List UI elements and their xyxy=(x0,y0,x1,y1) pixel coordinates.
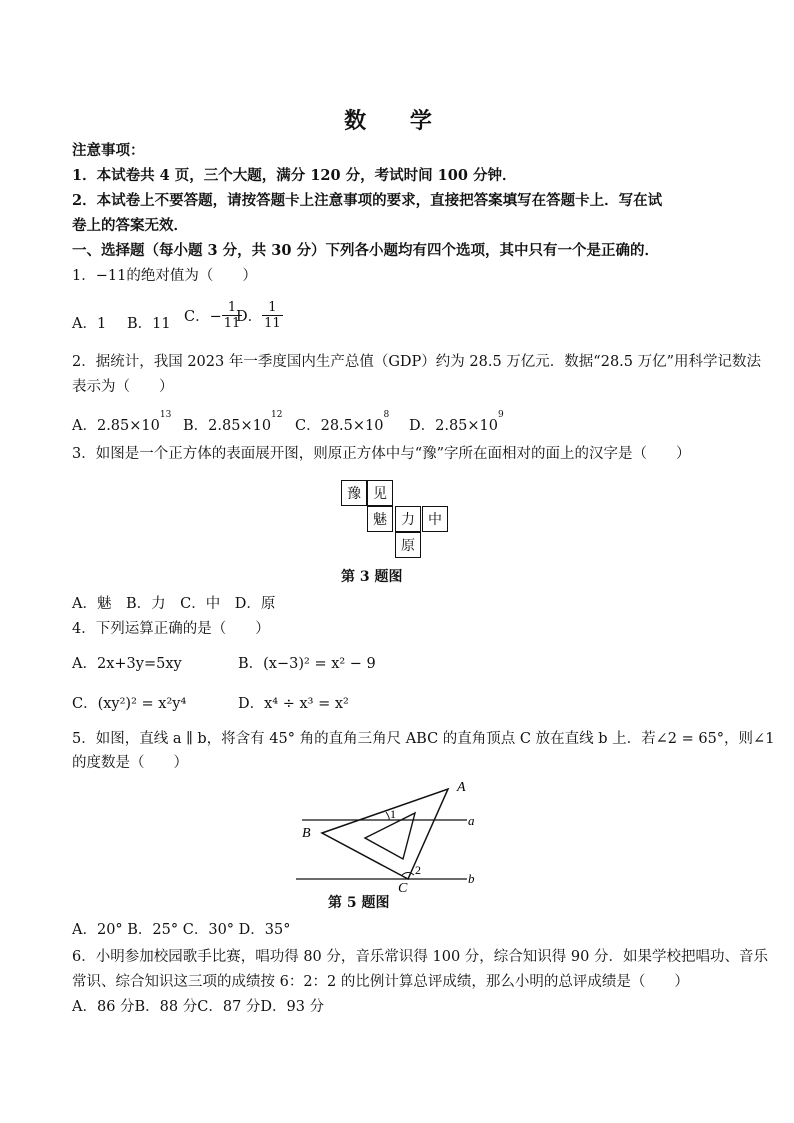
net-cell-li: 力 xyxy=(395,506,421,532)
q6-stem-line1: 6．小明参加校园歌手比赛，唱功得 80 分，音乐常识得 100 分，综合知识得 90 分．如果学校把唱功、音乐 xyxy=(72,949,768,965)
q2-option-b: B．$2.85\times 10^{12}$ xyxy=(183,410,283,434)
section-heading: 一、选择题（每小题 3 分，共 30 分）下列各小题均有四个选项，其中只有一个是正确的． xyxy=(72,242,659,259)
q1-stem: 1．−11的绝对值为（ ） xyxy=(72,268,257,284)
net-cell-jian: 见 xyxy=(367,480,393,506)
q1-option-c: C．− $\frac{1}{11}$ xyxy=(184,300,241,331)
notice-item-3: 卷上的答案无效． xyxy=(72,217,188,234)
q5-options: A．20° B．25° C．30° D．35° xyxy=(72,922,291,938)
q4-option-b: B．(x−3)² = x² − 9 xyxy=(238,656,376,672)
q5-triangle-figure xyxy=(290,775,490,895)
angle-1-arc xyxy=(386,812,389,820)
q1-option-d: D． $\frac{1}{11}$ xyxy=(236,300,281,331)
q1-option-b: B．11 xyxy=(127,316,171,332)
net-cell-yuan: 原 xyxy=(395,532,421,558)
q2-stem-line1: 2．据统计，我国 2023 年一季度国内生产总值（GDP）约为 28.5 万亿元．数据“28.5 万亿”用科学记数法 xyxy=(72,354,762,370)
q4-option-d: D．x⁴ ÷ x³ = x² xyxy=(238,696,349,712)
q2-stem-line2: 表示为（ ） xyxy=(72,379,174,395)
page-title: 数 学 xyxy=(344,108,450,134)
q4-option-c: C．(xy²)² = x²y⁴ xyxy=(72,696,187,712)
label-a: a xyxy=(468,813,475,828)
q2-option-a: A．$2.85\times 10^{13}$ xyxy=(72,410,172,434)
q5-figure-caption: 第 5 题图 xyxy=(328,895,390,911)
q4-stem: 4．下列运算正确的是（ ） xyxy=(72,621,270,637)
q3-options: A．魅 B．力 C．中 D．原 xyxy=(72,596,276,612)
q2-option-d: D．$2.85\times 10^9$ xyxy=(409,410,504,434)
q1-option-a: A．1 xyxy=(72,316,107,332)
net-cell-yu: 豫 xyxy=(341,480,367,506)
q6-options: A．86 分B．88 分C．87 分D．93 分 xyxy=(72,999,325,1015)
q5-stem-line1: 5．如图，直线 a ∥ b，将含有 45° 角的直角三角尺 ABC 的直角顶点 C 放在直线 b 上．若∠2 = 65°，则∠1 xyxy=(72,731,775,747)
triangle-outer xyxy=(322,789,448,879)
q4-option-a: A．2x+3y=5xy xyxy=(72,656,182,672)
q6-stem-line2: 常识、综合知识这三项的成绩按 6：2：2 的比例计算总评成绩，那么小明的总评成绩是（ ） xyxy=(72,974,689,990)
notice-heading: 注意事项： xyxy=(72,142,145,159)
notice-item-1: 1．本试卷共 4 页，三个大题，满分 120 分，考试时间 100 分钟． xyxy=(72,167,517,184)
q3-stem: 3．如图是一个正方体的表面展开图，则原正方体中与“豫”字所在面相对的面上的汉字是（ ） xyxy=(72,446,691,462)
label-angle-2: 2 xyxy=(415,863,421,877)
label-b: b xyxy=(468,871,475,886)
label-A: A xyxy=(457,780,466,795)
label-angle-1: 1 xyxy=(390,807,396,821)
q2-option-c: C．$28.5\times 10^8$ xyxy=(295,410,390,434)
label-B: B xyxy=(302,826,311,841)
q5-stem-line2: 的度数是（ ） xyxy=(72,755,188,771)
notice-item-2: 2．本试卷上不要答题，请按答题卡上注意事项的要求，直接把答案填写在答题卡上．写在试 xyxy=(72,192,663,209)
net-cell-zhong: 中 xyxy=(422,506,448,532)
label-C: C xyxy=(398,881,408,895)
q3-figure-caption: 第 3 题图 xyxy=(341,569,403,585)
net-cell-mei: 魅 xyxy=(367,506,393,532)
angle-2-arc xyxy=(402,873,414,876)
